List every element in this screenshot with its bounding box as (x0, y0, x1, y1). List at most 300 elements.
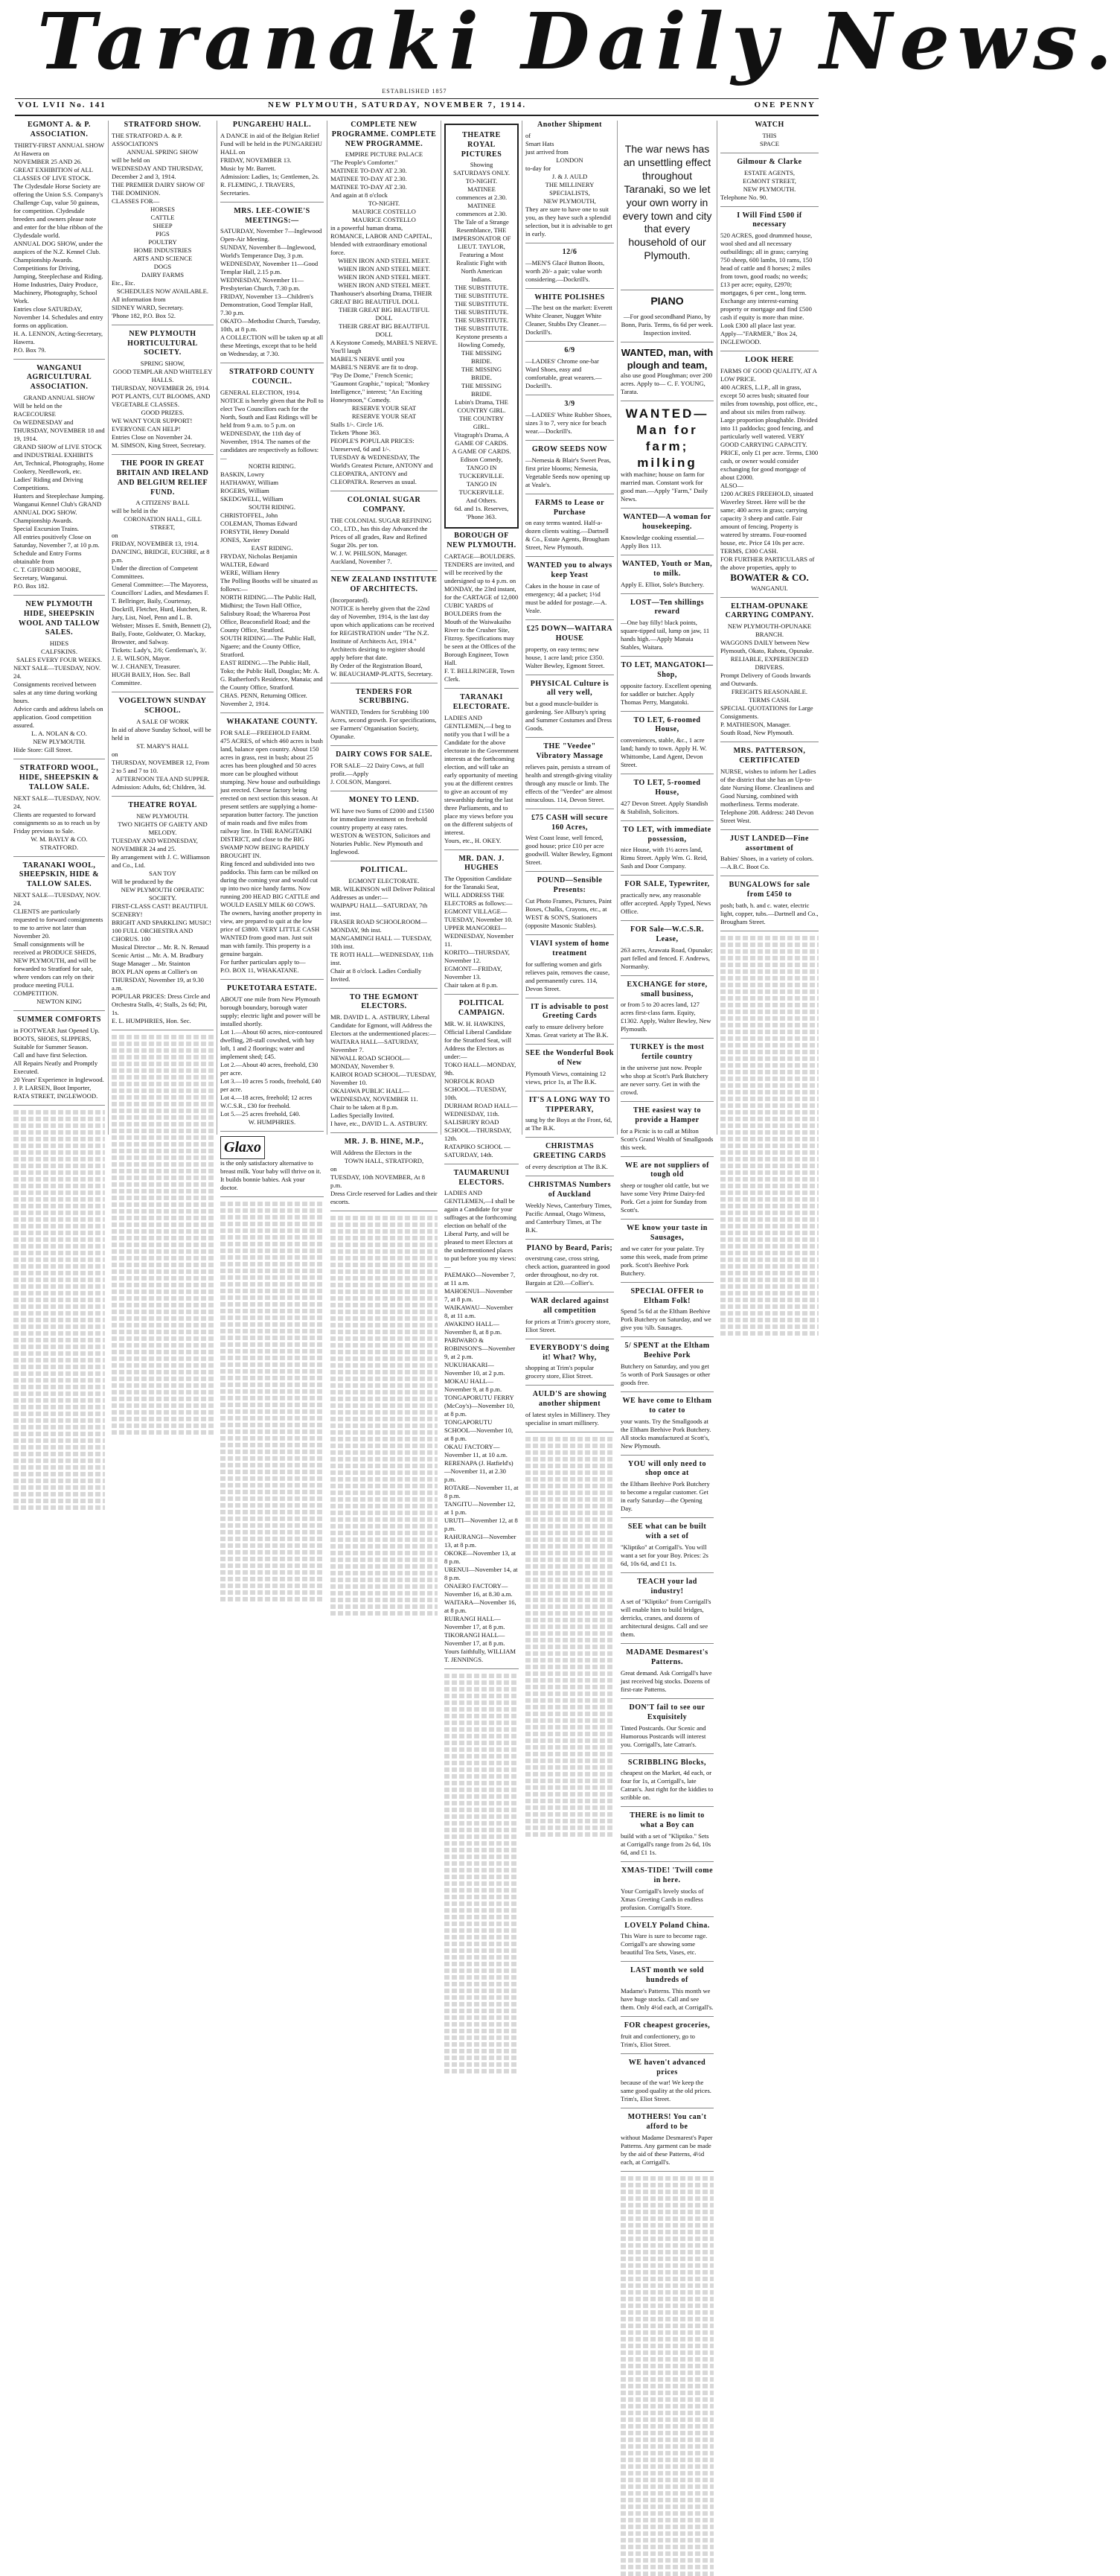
advertisement-heading: Another Shipment (537, 121, 602, 129)
advertisement-line: PAEMAKO—November 7, at 11 a.m. (444, 1271, 516, 1287)
advertisement-line: but a good muscle-builder is gardening. See Allbury's spring and Summer Costumes and Dress Goods. (525, 700, 612, 733)
small-print-filler (720, 1036, 819, 1041)
small-print-filler (720, 1184, 819, 1188)
small-print-filler (220, 1557, 324, 1561)
advertisement (13, 764, 105, 856)
advertisement (621, 2113, 714, 2172)
small-print-filler (220, 1329, 324, 1333)
advertisement-line: 20 Years' Experience in Inglewood. (13, 1075, 104, 1083)
advertisement-line: Telephone No. 90. (720, 193, 768, 201)
advertisement-line: NEW PLYMOUTH, (543, 197, 596, 205)
advertisement-line: SKEDGWELL, William (220, 494, 284, 503)
small-print-filler (13, 1438, 105, 1443)
small-print-filler (13, 1170, 105, 1175)
advertisement-line: Prompt Delivery of Goods Inwards and Outwards. (720, 672, 811, 688)
advertisement-line: THE SUBSTITUTE. (454, 325, 509, 333)
advertisement-line: KAIROI ROAD SCHOOL—TUESDAY, November 10. (330, 1071, 437, 1087)
advertisement-line: P.O. BOX 11, WHAKATANE. (220, 966, 299, 974)
small-print-filler (720, 1144, 819, 1148)
price: ONE PENNY (754, 101, 816, 109)
small-print-filler (444, 2069, 519, 2073)
advertisement-line: 'Phone 182, P.O. Box 52. (112, 311, 176, 319)
small-print-filler (13, 1452, 105, 1456)
advertisement-heading: SPECIAL OFFER to Eltham Folk! (630, 1287, 704, 1305)
small-print-filler (112, 1236, 214, 1240)
small-print-filler (112, 1350, 214, 1354)
advertisement-line: relieves pain, persists a stream of health and strength-giving vitality through any muscle or limb. The effects of the "Veedee" are almost miraculous. 114, Devon Street. (525, 762, 612, 803)
small-print-filler (444, 1821, 519, 1826)
advertisement-line: ROTARE—November 11, at 8 p.m. (444, 1484, 519, 1500)
advertisement-line: J. E. WILSON, Mayor. (112, 654, 171, 663)
advertisement-line: build with a set of "Kliptiko." Sets at Corrigall's range from 2s 6d, 10s 6d, and £1 1s. (621, 1831, 711, 1856)
advertisement-heading: NEW PLYMOUTH HIDE, SHEEPSKIN WOOL AND TALLOW SALES. (18, 599, 100, 637)
advertisement-line: RATAPIKO SCHOOL — SATURDAY, 14th. (444, 1142, 511, 1158)
advertisement (621, 925, 714, 976)
small-print-filler (112, 1182, 214, 1187)
small-print-filler (112, 1276, 214, 1281)
small-print-filler (330, 1457, 438, 1461)
advertisement-heading: POLITICAL. (360, 865, 408, 874)
small-print-filler (444, 1942, 519, 1946)
advertisement-line: GOOD TEMPLAR AND WHITELEY HALLS. (112, 368, 213, 384)
advertisement (621, 2021, 714, 2054)
small-print-filler (330, 1336, 438, 1341)
advertisement-line: Chair to be taken at 8 p.m. (330, 1103, 399, 1112)
small-print-filler (220, 1242, 324, 1246)
advertisement-line: CLASSES FOR— (112, 197, 160, 205)
small-print-filler (525, 1705, 614, 1709)
advertisement-line: NOTICE is hereby given that the Poll to elect Two Councillors each for the North, South and East Ridings will be held from 9 a.m. to 5 p.m. on WEDNESDAY, the 11th day of November, 1914. The names of the candidates are respectively as follows:— (220, 396, 324, 462)
small-print-filler (444, 1721, 519, 1725)
small-print-filler (330, 1269, 438, 1274)
advertisement-line: WEDNESDAY, November 11—Presbyterian Church, 7.30 p.m. (220, 276, 304, 293)
small-print-filler (112, 1129, 214, 1133)
small-print-filler (444, 1767, 519, 1772)
advertisement-line: Ring fenced and subdivided into two paddocks. This farm can be milked on during the coming year and would cut up into two nice handy farms. Now running 200 HEAD BIG CATTLE and WOULD EASILY MILK 60 COWS. (220, 859, 320, 908)
advertisement-heading: WANTED—A woman for housekeeping. (623, 513, 711, 532)
small-print-filler (444, 2062, 519, 2067)
small-print-filler (112, 1216, 214, 1220)
advertisement-line: —Nemesia & Blair's Sweet Peas, first prize blooms; Nemesia, Vegetable Seeds now opening up at Veale's. (525, 456, 611, 488)
small-print-filler (720, 1050, 819, 1054)
advertisement-line: A COLLECTION will be taken up at all these Meetings, except that to be held on Wednesday, at 7.30. (220, 334, 324, 358)
small-print-filler (330, 1397, 438, 1401)
small-print-filler (444, 1754, 519, 1759)
advertisement-line: The Polling Booths will be situated as follows:— (220, 576, 318, 593)
small-print-filler (330, 1289, 438, 1294)
advertisement-line: Keystone presents a Howling Comedy, (455, 333, 508, 349)
advertisement-line: in FOOTWEAR Just Opened Up. (13, 1026, 100, 1034)
small-print-filler (13, 1432, 105, 1436)
small-print-filler (621, 2471, 714, 2475)
small-print-filler (330, 1424, 438, 1428)
advertisement (720, 881, 819, 931)
advertisement-line: without Madame Desmarest's Paper Patterns. Any garment can be made by the aid of these Patterns, 4½d each, at Corrigall's. (621, 2133, 713, 2166)
advertisement (525, 1181, 614, 1240)
small-print-filler (525, 1759, 614, 1763)
small-print-filler (13, 1405, 105, 1409)
advertisement (621, 1759, 714, 1808)
advertisement (720, 747, 819, 830)
small-print-filler (330, 1323, 438, 1327)
masthead-title: Taranaki Daily News. (37, 0, 1120, 87)
advertisement-line: Knowledge cooking essential.—Apply Box 113. (621, 533, 704, 549)
advertisement-heading: SEE the Wonderful Book of New (525, 1049, 614, 1067)
advertisement-line: THIRTY-FIRST ANNUAL SHOW (13, 141, 105, 149)
small-print-filler (720, 1003, 819, 1007)
advertisement (621, 1578, 714, 1645)
advertisement-heading: MR. DAN. J. HUGHES (458, 854, 505, 873)
column-7 (617, 121, 717, 2166)
advertisement-line: THIS (762, 131, 777, 139)
advertisement-line: SALISBURY ROAD SCHOOL—THURSDAY, 12th. (444, 1118, 512, 1142)
advertisement-line: WESTON & WESTON, Solicitors and Notaries Public. New Plymouth and Inglewood. (330, 831, 430, 855)
advertisement-line: TO-NIGHT. (465, 177, 498, 185)
small-print-filler (720, 1170, 819, 1175)
small-print-filler (330, 1551, 438, 1555)
small-print-filler (621, 2230, 714, 2234)
small-print-filler (13, 1291, 105, 1295)
advertisement-line: 520 ACRES, good drummed house, wool shed and all necessary outbuildings; all in grass; carrying 750 sheep, 600 lambs, 10 rams, 150 head of cattle and 8 horses; 2 miles from town, good roads; no weeds; £13 per acre; equity, £2970; mortgages, 6 per cent., long term. Exchange any interest-earning property or mortgage and find £500 cash if equity is more than mine. Look £300 all place last year. (720, 232, 813, 330)
advertisement-line: GRAND ANNUAL SHOW (23, 393, 95, 401)
advertisement-line: Plymouth Views, containing 12 views, price 1s, at The B.K. (525, 1069, 607, 1085)
advertisement-line: Etc., Etc. (112, 278, 135, 287)
advertisement-line: SUNDAY, November 8—Inglewood, World's Temperance Day, 3 p.m. (220, 243, 316, 260)
advertisement-line: opposite factory. Excellent opening for saddler or butcher. Apply Thomas Perry, Mangatoki. (621, 681, 711, 706)
small-print-filler (112, 1289, 214, 1294)
small-print-filler (621, 2190, 714, 2194)
small-print-filler (525, 1464, 614, 1468)
small-print-filler (720, 1137, 819, 1141)
small-print-filler (525, 1517, 614, 1522)
small-print-filler (720, 1164, 819, 1168)
small-print-filler (112, 1162, 214, 1167)
small-print-filler (330, 1370, 438, 1374)
small-print-filler (720, 1298, 819, 1302)
small-print-filler (112, 1397, 214, 1401)
small-print-filler (444, 1841, 519, 1846)
small-print-filler (621, 2551, 714, 2556)
small-print-filler (220, 1383, 324, 1387)
advertisement (525, 293, 614, 342)
advertisement-heading: THEATRE ROYAL PICTURES (461, 131, 502, 159)
advertisement-line: WEDNESDAY AND THURSDAY, December 2 and 3, 1914. (112, 164, 203, 180)
small-print-filler (444, 1848, 519, 1852)
small-print-filler (444, 1694, 519, 1698)
advertisement-heading: TO LET, 5-roomed House, (633, 779, 701, 797)
small-print-filler (621, 2464, 714, 2469)
advertisement (220, 718, 324, 980)
advertisement-line: ARTS AND SCIENCE (132, 254, 193, 262)
advertisement-line: NEW PLYMOUTH. (136, 812, 189, 820)
small-print-filler (621, 2223, 714, 2228)
small-print-filler (444, 1734, 519, 1738)
small-print-filler (444, 1922, 519, 1926)
small-print-filler (621, 2417, 714, 2422)
small-print-filler (720, 1063, 819, 1068)
advertisement-line: TONGAPORUTU SCHOOL—November 10, at 8 p.m. (444, 1418, 513, 1443)
small-print-filler (444, 1741, 519, 1745)
advertisement-line: Lubin's Drama, THE COUNTRY GIRL. (455, 398, 508, 415)
small-print-filler (220, 1403, 324, 1407)
small-print-filler (525, 1826, 614, 1830)
advertisement-heading: MADAME Desmarest's Patterns. (626, 1648, 708, 1667)
small-print-filler (220, 1584, 324, 1588)
advertisement-line: Home Industries, Dairy Produce, Machinery, Photography, School Work. (13, 280, 98, 305)
advertisement-heading: TURKEY is the most fertile country (630, 1043, 705, 1062)
advertisement-line: RERENAPA (J. Hatfield's)—November 11, at 2.30 p.m. (444, 1459, 513, 1484)
small-print-filler (330, 1229, 438, 1234)
small-print-filler (220, 1496, 324, 1501)
small-print-filler (330, 1390, 438, 1394)
small-print-filler (220, 1590, 324, 1595)
small-print-filler (13, 1164, 105, 1168)
small-print-filler (525, 1752, 614, 1756)
advertisement-line: P.O. Box 182. (13, 581, 49, 590)
small-print-filler (220, 1235, 324, 1240)
small-print-filler (525, 1598, 614, 1602)
small-print-filler (525, 1651, 614, 1656)
advertisement-line: GENERAL ELECTION, 1914. (220, 388, 301, 396)
advertisement-line: A CITIZENS' BALL (135, 499, 190, 507)
small-print-filler (621, 2183, 714, 2187)
advertisement (444, 855, 519, 995)
advertisement-line: for suffering women and girls relieves pain, removes the cause, and permanently cures. 114, Devon Street. (525, 960, 610, 992)
advertisement-line: TOKO HALL—MONDAY, 9th. (444, 1060, 516, 1077)
small-print-filler (720, 1123, 819, 1128)
advertisement-line: A set of "Kliptiko" from Corrigall's will enable him to build bridges, derricks, cranes, and dozens of architectural designs. Call and see them. (621, 1598, 711, 1639)
small-print-filler (444, 1747, 519, 1752)
advertisement-heading: THERE is no limit to what a Boy can (630, 1811, 705, 1830)
advertisement-line: Butchery on Saturday, and you get 5s worth of Pork Sausages or other goods free. (621, 1362, 711, 1387)
small-print-filler (444, 1774, 519, 1779)
small-print-filler (220, 1289, 324, 1293)
small-print-filler (621, 2511, 714, 2516)
advertisement-line: TANGITU—November 12, at 1 p.m. (444, 1500, 516, 1517)
small-print-filler (13, 1479, 105, 1483)
small-print-filler (112, 1256, 214, 1260)
small-print-filler (330, 1303, 438, 1307)
small-print-filler (13, 1184, 105, 1188)
advertisement-line: on easy terms wanted. Half-a-dozen clients waiting.—Dartnell & Co., Estate Agents, Brougham Street, New Plymouth. (525, 519, 609, 552)
small-print-filler (330, 1249, 438, 1254)
advertisement-line: Smart Hats (525, 139, 554, 147)
small-print-filler (444, 1761, 519, 1765)
advertisement (330, 993, 438, 1134)
advertisement-heading: FOR cheapest groceries, (624, 2021, 711, 2030)
advertisement-line: W. J. W. PHILSON, Manager. (330, 549, 408, 557)
advertisement-line: MR. W. H. HAWKINS, Official Liberal Candidate for the Stratford Seat, will Address the Electors as under:— (444, 1019, 512, 1060)
small-print-filler (720, 949, 819, 954)
advertisement-heading: BOROUGH OF NEW PLYMOUTH. (447, 532, 516, 550)
small-print-filler (330, 1584, 438, 1589)
small-print-filler (444, 1968, 519, 1973)
advertisement-line: NUKUHAKARI—November 10, at 2 p.m. (444, 1361, 505, 1377)
advertisement-line: Entries Close on November 24. (112, 433, 193, 441)
small-print-filler (621, 2478, 714, 2482)
advertisement (112, 121, 214, 325)
advertisement-heading: PIANO by Beard, Paris; (526, 1243, 613, 1252)
small-print-filler (220, 1202, 324, 1206)
advertisement-line: OKOKE—November 13, at 8 p.m. (444, 1549, 516, 1566)
advertisement-line: TANGO IN TUCKERVILLE. (458, 480, 505, 497)
advertisement-line: NORFOLK ROAD SCHOOL—TUESDAY, 10th. (444, 1077, 507, 1101)
advertisement-line: also use good Ploughman; over 200 acres. Apply to— C. F. YOUNG, Tarata. (621, 372, 712, 396)
small-print-filler (330, 1310, 438, 1314)
small-print-filler (720, 1117, 819, 1121)
small-print-filler (720, 1177, 819, 1182)
advertisement-line: THE SUBSTITUTE. (454, 292, 509, 300)
small-print-filler (220, 1416, 324, 1421)
small-print-filler (525, 1698, 614, 1703)
advertisement-line: TENDERS are invited, and will be received by the undersigned up to 4 p.m. on MONDAY, the 23rd instant, for the CARTAGE of 12,000 CUBIC YARDS of BOULDERS from the Mouth of the Waiwakaiho River to the Crusher Site, Fitzroy. Specifications may be seen at the Offices of the Borough Engineer, Town Hall. (444, 560, 519, 666)
advertisement-heading: WE haven't advanced prices (628, 2058, 706, 2076)
advertisement (525, 1049, 614, 1091)
small-print-filler (13, 1110, 105, 1115)
advertisement-heading: THE POOR IN GREAT BRITAIN AND IRELAND AND BELGIUM RELIEF FUND. (116, 459, 209, 497)
small-print-filler (525, 1450, 614, 1455)
small-print-filler (220, 1423, 324, 1427)
advertisement-line: MOKAU HALL—November 9, at 8 p.m. (444, 1377, 502, 1394)
small-print-filler (444, 1674, 519, 1678)
small-print-filler (444, 1861, 519, 1866)
small-print-filler (720, 1264, 819, 1269)
small-print-filler (525, 1618, 614, 1622)
advertisement-line: FRYDAY, Nicholas Benjamin (220, 552, 298, 560)
advertisement-line: TOWN HALL, STRATFORD, (344, 1156, 424, 1164)
small-print-filler (330, 1491, 438, 1495)
small-print-filler (720, 1284, 819, 1289)
advertisement (621, 1287, 714, 1338)
advertisement (525, 742, 614, 809)
advertisement-line: W. BEAUCHAMP-PLATTS, Secretary. (330, 669, 433, 678)
advertisement-line: WILL ADDRESS THE ELECTORS as follows:— (444, 891, 513, 908)
small-print-filler (621, 2572, 714, 2576)
small-print-filler (621, 2330, 714, 2335)
small-print-filler (525, 1779, 614, 1783)
advertisement-line: WHEN IRON AND STEEL MEET. (338, 257, 430, 265)
advertisement (621, 560, 714, 594)
small-print-filler (220, 1376, 324, 1380)
advertisement-line: is the only satisfactory alternative to breast milk. Your baby will thrive on it. It builds bonnie babies. Ask your doctor. (220, 1159, 321, 1192)
advertisement-line: UPPER MANGOREI—WEDNESDAY, November 11. (444, 924, 514, 949)
small-print-filler (13, 1251, 105, 1255)
advertisement-line: GRAND SHOW of LIVE STOCK and INDUSTRIAL EXHIBITS (13, 442, 103, 459)
advertisement-line: MATINEE commences at 2.30. (455, 185, 508, 202)
advertisement-line: FRIDAY, November 13—Children's Demonstration, Good Templar Hall, 7.30 p.m. (220, 293, 313, 317)
small-print-filler (621, 2371, 714, 2375)
small-print-filler (525, 1551, 614, 1555)
small-print-filler (112, 1330, 214, 1334)
advertisement (621, 1043, 714, 1102)
advertisement-heading: SEE what can be built with a set of (627, 1523, 707, 1540)
small-print-filler (112, 1370, 214, 1374)
advertisement-line: CALFSKINS. (41, 648, 77, 656)
advertisement-line: overstrung case, cross string, check action, guaranteed in good order throughout, no dry rot. Bargain at £20.—Collier's. (525, 1254, 610, 1287)
advertisement-line: THE SUBSTITUTE. (454, 308, 509, 316)
advertisement-line: THE COUNTRY GIRL. (459, 415, 504, 431)
small-print-filler (13, 1445, 105, 1450)
small-print-filler (444, 1781, 519, 1785)
small-print-filler (220, 1550, 324, 1555)
advertisement-line: 427 Devon Street. Apply Standish & Stabilish, Solicitors. (621, 799, 708, 815)
advertisement-heading: FARMS to Lease or Purchase (534, 498, 605, 517)
small-print-filler (330, 1484, 438, 1488)
small-print-filler (330, 1437, 438, 1441)
advertisement-line: PARIWARO & ROBINSON'S—November 9, at 2 p.m. (444, 1336, 516, 1361)
small-print-filler (444, 1727, 519, 1732)
small-print-filler (444, 1801, 519, 1805)
advertisement-heading: WE know your taste in Sausages, (627, 1224, 708, 1243)
advertisement-line: A GAME OF CARDS. (452, 447, 511, 456)
advertisement-line: The owners, having another property in view, are prepared to quit at the low price of £3800. VERY LITTLE CASH WANTED from good man. Just suit man with family. This property is a genuine bargain. (220, 908, 322, 957)
small-print-filler (720, 1331, 819, 1336)
advertisement-line: WALTER, Edward (220, 560, 269, 568)
small-print-filler (720, 1237, 819, 1242)
small-print-filler (330, 1283, 438, 1287)
small-print-filler (444, 1975, 519, 1980)
advertisement-line: MABEL'S NERVE until you (330, 355, 405, 363)
advertisement-line: FRIDAY, NOVEMBER 13. (220, 156, 292, 164)
small-print-filler (621, 2444, 714, 2449)
advertisement-line: MAURICE COSTELLO (352, 208, 416, 216)
advertisement-line: in the universe just now. People who shop at Scott's Park Butchery are never sorry. Get in with the crowd. (621, 1064, 708, 1097)
small-print-filler (444, 1828, 519, 1832)
small-print-filler (621, 2458, 714, 2462)
small-print-filler (13, 1345, 105, 1349)
advertisement-line: All entries positively Close on Saturday, November 7, at 10 p.m. (13, 532, 100, 549)
advertisement-line: NURSE, wishes to inform her Ladies of the district that she has an Up-to-date Nursing Home. Cleanliness and Good Nursing, combined with motherliness. Terms moderate. Telephone 208. Address: 248 Devon Street West. (720, 767, 816, 824)
small-print-filler (720, 1090, 819, 1094)
advertisement-line: CHAS. PENN, Returning Officer. (220, 691, 307, 699)
advertisement-line: URENUI—November 14, at 8 p.m. (444, 1566, 518, 1582)
small-print-filler (621, 2531, 714, 2536)
small-print-filler (720, 1043, 819, 1048)
small-print-filler (525, 1504, 614, 1508)
advertisement-line: WAGGONS DAILY between New Plymouth, Okato, Rahotu, Opunake. (720, 639, 814, 655)
advertisement-line: THEIR GREAT BIG BEAUTIFUL DOLL (339, 306, 429, 322)
advertisement-heading: MRS. LEE-COWIE'S MEETINGS:— (234, 206, 310, 225)
small-print-filler (444, 2009, 519, 2013)
advertisement-line: shopping at Trim's popular grocery store, Eliot Street. (525, 1364, 595, 1380)
small-print-filler (525, 1692, 614, 1696)
established-line: ESTABLISHED 1857 (382, 88, 447, 95)
small-print-filler (220, 1456, 324, 1461)
small-print-filler (112, 1343, 214, 1348)
advertisement (621, 661, 714, 712)
advertisement-line: 100 FULL ORCHESTRA AND CHORUS. 100 (112, 926, 193, 943)
advertisement-line: sheep or tougher old cattle, but we have some Very Prime Dairy-fed Pork. Get a joint for Sunday from Scott's. (621, 1182, 709, 1214)
advertisement-line: ANNUAL DOG SHOW, under the auspices of the N.Z. Kennel Club. Championship Awards. (13, 239, 103, 264)
advertisement-line: TUESDAY, 10th NOVEMBER, At 8 p.m. (330, 1173, 426, 1189)
small-print-filler (112, 1417, 214, 1421)
small-print-filler (621, 2525, 714, 2529)
advertisement-line: SCHEDULES NOW AVAILABLE. (117, 287, 208, 295)
advertisement (720, 602, 819, 743)
advertisement-line: MAHOENUI—November 7, at 8 p.m. (444, 1287, 513, 1304)
small-print-filler (13, 1338, 105, 1342)
advertisement-heading: POUND—Sensible Presents: (537, 876, 603, 895)
advertisement-line: 400 ACRES, L.I.P., all in grass, except 50 acres bush; situated four miles from township, post office, etc., and about six miles from railway. Large proportion ploughable. Divided into 11 paddocks; good fencing, and particularly well watered. VERY GOOD CARRYING CAPACITY. PRICE, only £1 per acre. Terms, £300 cash, or owner would consider exchanging for good mortgage of about £2000. (720, 383, 819, 481)
small-print-filler (220, 1295, 324, 1300)
small-print-filler (220, 1503, 324, 1508)
small-print-filler (330, 1524, 438, 1528)
small-print-filler (112, 1196, 214, 1200)
advertisement-line: Lot 4.—18 acres, freehold; 12 acres W.C.S.R., £30 for freehold. (220, 1093, 313, 1109)
advertisement-line: EMPIRE PICTURE PALACE (345, 150, 423, 159)
advertisement-line: RESERVE YOUR SEAT (351, 412, 417, 421)
advertisement-line: —The best on the market: Everett White Cleaner, Nugget White Cleaner, Stubbs Dry Cleaner.—Dockrill's. (525, 304, 612, 337)
